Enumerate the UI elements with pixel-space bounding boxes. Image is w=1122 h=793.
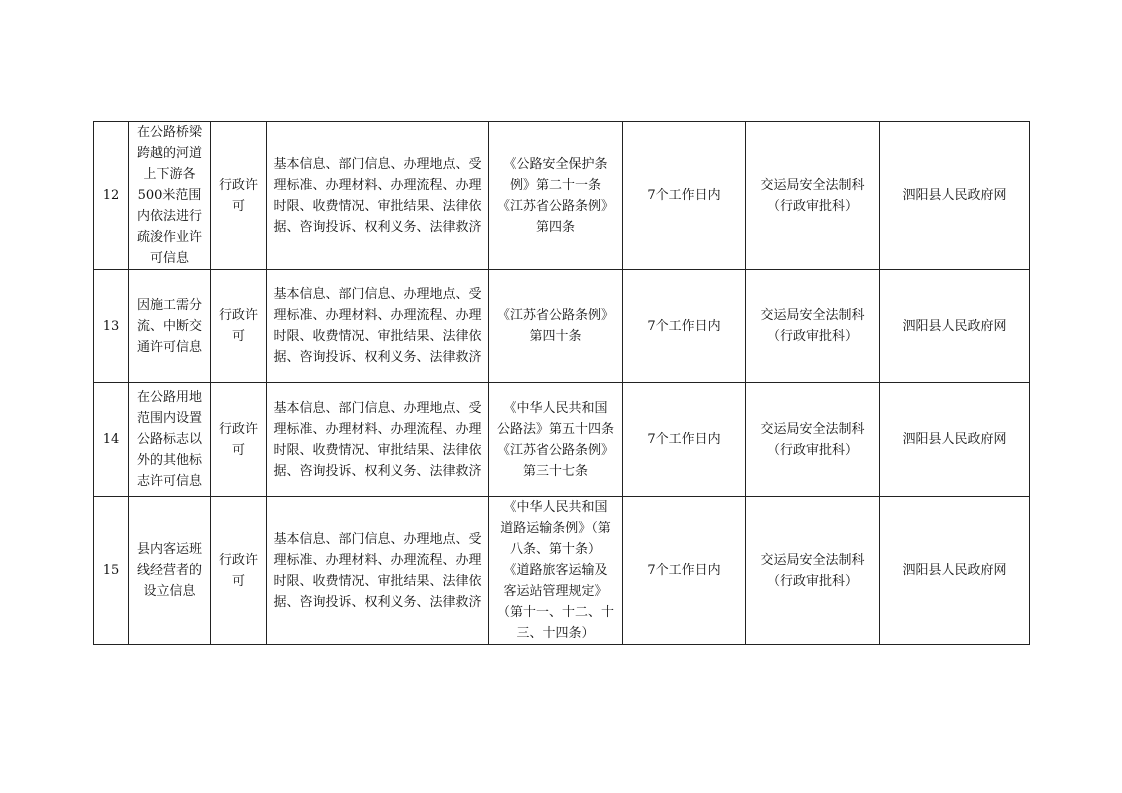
channel-cell: 泗阳县人民政府网 (880, 122, 1030, 270)
basis-line: 《江苏省公路条例》 (496, 442, 614, 458)
content-line: 时限、收费情况、审批结果、法律依 (273, 329, 482, 344)
item-name-line: 可信息 (149, 251, 189, 266)
item-name-line: 范围内设置 (136, 411, 202, 426)
item-type-line: 行政许 (218, 308, 258, 323)
content-line: 理标准、办理材料、办理流程、办理 (273, 308, 482, 323)
item-type-line: 行政许 (218, 552, 258, 568)
basis-line: 例》第二十一条 (509, 177, 601, 193)
item-type-line: 可 (231, 198, 245, 214)
basis-line: 公路法》第五十四条 (496, 421, 614, 437)
content-line: 理标准、办理材料、办理流程、办理 (273, 177, 482, 193)
item-type-cell (211, 383, 267, 497)
department-line: （行政审批科） (766, 198, 858, 214)
deadline-cell: 7个工作日内 (623, 383, 746, 497)
item-type-line: 可 (231, 573, 245, 589)
legal-basis-cell (489, 497, 623, 645)
table-row (94, 383, 1030, 497)
legal-basis-cell (489, 270, 623, 383)
department-cell (746, 270, 880, 383)
item-type-cell (211, 122, 267, 270)
department-line: （行政审批科） (766, 573, 858, 589)
basis-line: 《中华人民共和国 (503, 400, 608, 416)
content-line: 时限、收费情况、审批结果、法律依 (273, 198, 482, 214)
deadline-cell: 7个工作日内 (623, 270, 746, 383)
department-line: 交运局安全法制科 (760, 552, 865, 568)
row-number: 13 (94, 270, 129, 383)
disclosure-content-cell (267, 270, 489, 383)
item-type-cell (211, 497, 267, 645)
item-name-line: 因施工需分 (136, 297, 202, 313)
content-line: 理标准、办理材料、办理流程、办理 (273, 552, 482, 568)
basis-line: 第三十七条 (522, 463, 588, 479)
row-number: 15 (94, 497, 129, 645)
item-type-line: 可 (231, 329, 245, 344)
legal-basis-cell (489, 122, 623, 270)
item-name-line: 通许可信息 (136, 339, 202, 355)
content-line: 基本信息、部门信息、办理地点、受 (273, 531, 482, 547)
item-name-line: 上下游各 (143, 167, 196, 182)
disclosure-content-cell (267, 497, 489, 645)
item-name-line: 县内客运班 (136, 542, 202, 557)
item-name-line: 设立信息 (143, 584, 196, 599)
item-name-line: 500米范围 (137, 188, 202, 203)
item-name-cell (129, 383, 211, 497)
basis-line: 八条、第十条） (509, 542, 601, 557)
item-name-line: 内依法进行 (136, 209, 202, 224)
table-row (94, 122, 1030, 270)
content-line: 理标准、办理材料、办理流程、办理 (273, 421, 482, 437)
channel-cell: 泗阳县人民政府网 (880, 497, 1030, 645)
content-line: 据、咨询投诉、权利义务、法律救济 (273, 594, 482, 610)
content-line: 据、咨询投诉、权利义务、法律救济 (273, 219, 482, 235)
basis-line: 《中华人民共和国 (503, 500, 608, 515)
basis-line: 客运站管理规定》 (503, 584, 608, 599)
deadline-cell: 7个工作日内 (623, 497, 746, 645)
department-line: （行政审批科） (766, 442, 858, 458)
item-name-cell (129, 270, 211, 383)
disclosure-content-cell (267, 383, 489, 497)
department-line: （行政审批科） (766, 329, 858, 344)
content-line: 时限、收费情况、审批结果、法律依 (273, 442, 482, 458)
item-type-cell (211, 270, 267, 383)
department-line: 交运局安全法制科 (760, 177, 865, 193)
basis-line: 《道路旅客运输及 (503, 563, 608, 578)
item-name-line: 在公路桥梁 (136, 125, 202, 140)
channel-cell: 泗阳县人民政府网 (880, 383, 1030, 497)
item-name-line: 跨越的河道 (136, 146, 202, 161)
table-row (94, 270, 1030, 383)
item-name-cell (129, 497, 211, 645)
legal-basis-cell (489, 383, 623, 497)
department-line: 交运局安全法制科 (760, 308, 865, 323)
basis-line: （第十一、十二、十 (496, 605, 614, 620)
item-name-line: 线经营者的 (136, 563, 202, 578)
content-line: 时限、收费情况、审批结果、法律依 (273, 573, 482, 589)
basis-line: 第四十条 (529, 329, 582, 344)
basis-line: 第四条 (535, 219, 575, 235)
deadline-cell: 7个工作日内 (623, 122, 746, 270)
content-line: 基本信息、部门信息、办理地点、受 (273, 400, 482, 416)
basis-line: 三、十四条） (516, 626, 595, 641)
content-line: 基本信息、部门信息、办理地点、受 (273, 287, 482, 302)
channel-cell: 泗阳县人民政府网 (880, 270, 1030, 383)
item-type-line: 行政许 (218, 177, 258, 193)
content-line: 据、咨询投诉、权利义务、法律救济 (273, 350, 482, 365)
row-number: 12 (94, 122, 129, 270)
item-name-line: 志许可信息 (136, 474, 202, 489)
item-name-cell (129, 122, 211, 270)
content-line: 据、咨询投诉、权利义务、法律救济 (273, 463, 482, 479)
item-name-line: 流、中断交 (136, 318, 202, 334)
table-row (94, 497, 1030, 645)
item-name-line: 外的其他标 (136, 453, 202, 468)
disclosure-content-cell (267, 122, 489, 270)
department-cell (746, 383, 880, 497)
basis-line: 《江苏省公路条例》 (496, 308, 614, 323)
basis-line: 《江苏省公路条例》 (496, 198, 614, 214)
item-type-line: 可 (231, 442, 245, 458)
content-line: 基本信息、部门信息、办理地点、受 (273, 156, 482, 172)
basis-line: 道路运输条例》（第 (500, 521, 611, 536)
item-name-line: 在公路用地 (136, 390, 202, 405)
item-name-line: 公路标志以 (136, 432, 202, 447)
row-number: 14 (94, 383, 129, 497)
department-line: 交运局安全法制科 (760, 421, 865, 437)
department-cell (746, 122, 880, 270)
basis-line: 《公路安全保护条 (503, 156, 608, 172)
disclosure-table (93, 121, 1030, 645)
item-name-line: 疏浚作业许 (136, 230, 202, 245)
item-type-line: 行政许 (218, 421, 258, 437)
department-cell (746, 497, 880, 645)
